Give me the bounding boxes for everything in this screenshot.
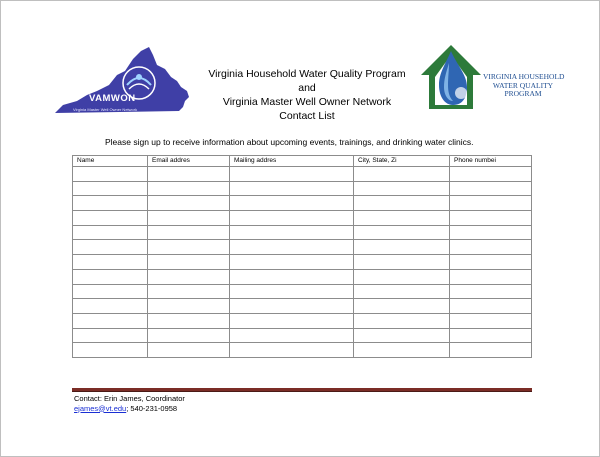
table-cell[interactable]: [148, 181, 230, 196]
table-cell[interactable]: [450, 313, 532, 328]
table-cell[interactable]: [73, 269, 148, 284]
table-cell[interactable]: [354, 269, 450, 284]
title-line-4: Contact List: [279, 110, 335, 122]
table-cell[interactable]: [148, 255, 230, 270]
table-cell[interactable]: [230, 240, 354, 255]
table-cell[interactable]: [450, 167, 532, 182]
vhwqp-logo: [419, 41, 563, 113]
table-cell[interactable]: [230, 328, 354, 343]
vhwqp-logo-line3: PROGRAM: [504, 89, 542, 98]
table-cell[interactable]: [354, 240, 450, 255]
instructions-text: Please sign up to receive information about upcoming events, trainings, and drinking water clinics.: [105, 137, 474, 147]
vamwon-logo-subtitle: Virginia Master Well Owner Network: [73, 107, 138, 112]
table-cell[interactable]: [450, 211, 532, 226]
table-cell[interactable]: [230, 167, 354, 182]
table-cell[interactable]: [73, 328, 148, 343]
table-cell[interactable]: [148, 299, 230, 314]
table-row: [73, 299, 532, 314]
table-cell[interactable]: [450, 225, 532, 240]
table-cell[interactable]: [230, 196, 354, 211]
table-cell[interactable]: [148, 284, 230, 299]
table-cell[interactable]: [450, 328, 532, 343]
table-cell[interactable]: [450, 269, 532, 284]
table-cell[interactable]: [73, 225, 148, 240]
column-header-name: Name: [73, 156, 148, 167]
table-cell[interactable]: [450, 343, 532, 358]
table-cell[interactable]: [230, 343, 354, 358]
table-cell[interactable]: [73, 240, 148, 255]
table-cell[interactable]: [148, 269, 230, 284]
table-cell[interactable]: [354, 284, 450, 299]
vamwon-logo: [53, 45, 193, 117]
footer-email-phone: [74, 404, 185, 414]
table-cell[interactable]: [230, 181, 354, 196]
table-cell[interactable]: [450, 284, 532, 299]
table-row: [73, 328, 532, 343]
table-row: [73, 255, 532, 270]
column-header-mailing: Mailing addres: [230, 156, 354, 167]
table-cell[interactable]: [230, 211, 354, 226]
table-cell[interactable]: [230, 225, 354, 240]
footer-divider: [72, 388, 532, 392]
table-cell[interactable]: [73, 255, 148, 270]
table-row: [73, 167, 532, 182]
table-cell[interactable]: [354, 343, 450, 358]
table-cell[interactable]: [354, 211, 450, 226]
table-cell[interactable]: [73, 343, 148, 358]
table-cell[interactable]: [148, 225, 230, 240]
table-row: [73, 211, 532, 226]
column-header-city-state-zip: City, State, Zi: [354, 156, 450, 167]
table-cell[interactable]: [148, 167, 230, 182]
table-cell[interactable]: [450, 255, 532, 270]
table-row: [73, 284, 532, 299]
table-body: [73, 167, 532, 358]
table-row: [73, 181, 532, 196]
table-cell[interactable]: [148, 211, 230, 226]
table-cell[interactable]: [73, 313, 148, 328]
table-cell[interactable]: [148, 313, 230, 328]
table-cell[interactable]: [148, 240, 230, 255]
table-cell[interactable]: [73, 284, 148, 299]
table-cell[interactable]: [354, 255, 450, 270]
title-line-2: and: [298, 82, 316, 94]
contact-table: [72, 155, 532, 358]
vhwqp-logo-line1: VIRGINIA HOUSEHOLD: [483, 72, 565, 81]
email-link[interactable]: ejames@vt.edu: [74, 403, 127, 413]
table-cell[interactable]: [354, 196, 450, 211]
table-cell[interactable]: [354, 167, 450, 182]
title-line-3: Virginia Master Well Owner Network: [222, 96, 392, 108]
table-cell[interactable]: [73, 181, 148, 196]
column-header-email: Email addres: [148, 156, 230, 167]
house-water-drop-icon: [419, 41, 483, 113]
vhwqp-logo-text: [483, 73, 563, 99]
title-line-1: Virginia Household Water Quality Program: [208, 68, 406, 80]
table-cell[interactable]: [450, 181, 532, 196]
table-cell[interactable]: [230, 255, 354, 270]
table-cell[interactable]: [73, 167, 148, 182]
table-cell[interactable]: [354, 225, 450, 240]
table-cell[interactable]: [354, 299, 450, 314]
footer-phone: ; 540-231-0958: [126, 403, 178, 413]
footer-contact: [74, 394, 185, 413]
table-cell[interactable]: [450, 196, 532, 211]
table-row: [73, 240, 532, 255]
table-cell[interactable]: [230, 299, 354, 314]
table-cell[interactable]: [148, 343, 230, 358]
document-title: [197, 67, 417, 123]
table-cell[interactable]: [354, 313, 450, 328]
table-cell[interactable]: [148, 196, 230, 211]
table-cell[interactable]: [73, 299, 148, 314]
table-cell[interactable]: [230, 313, 354, 328]
table-cell[interactable]: [230, 284, 354, 299]
vamwon-logo-text: VAMWON: [89, 93, 136, 104]
table-cell[interactable]: [354, 328, 450, 343]
table-header-row: [73, 156, 532, 167]
table-row: [73, 313, 532, 328]
table-cell[interactable]: [354, 181, 450, 196]
table-row: [73, 196, 532, 211]
table-cell[interactable]: [450, 240, 532, 255]
column-header-phone: Phone numbei: [450, 156, 532, 167]
table-row: [73, 269, 532, 284]
table-cell[interactable]: [73, 196, 148, 211]
table-cell[interactable]: [450, 299, 532, 314]
table-row: [73, 225, 532, 240]
table-cell[interactable]: [230, 269, 354, 284]
vhwqp-logo-line2: WATER QUALITY: [492, 80, 554, 90]
table-cell[interactable]: [73, 211, 148, 226]
table-row: [73, 343, 532, 358]
footer-coordinator: Contact: Erin James, Coordinator: [74, 394, 185, 403]
table-cell[interactable]: [148, 328, 230, 343]
